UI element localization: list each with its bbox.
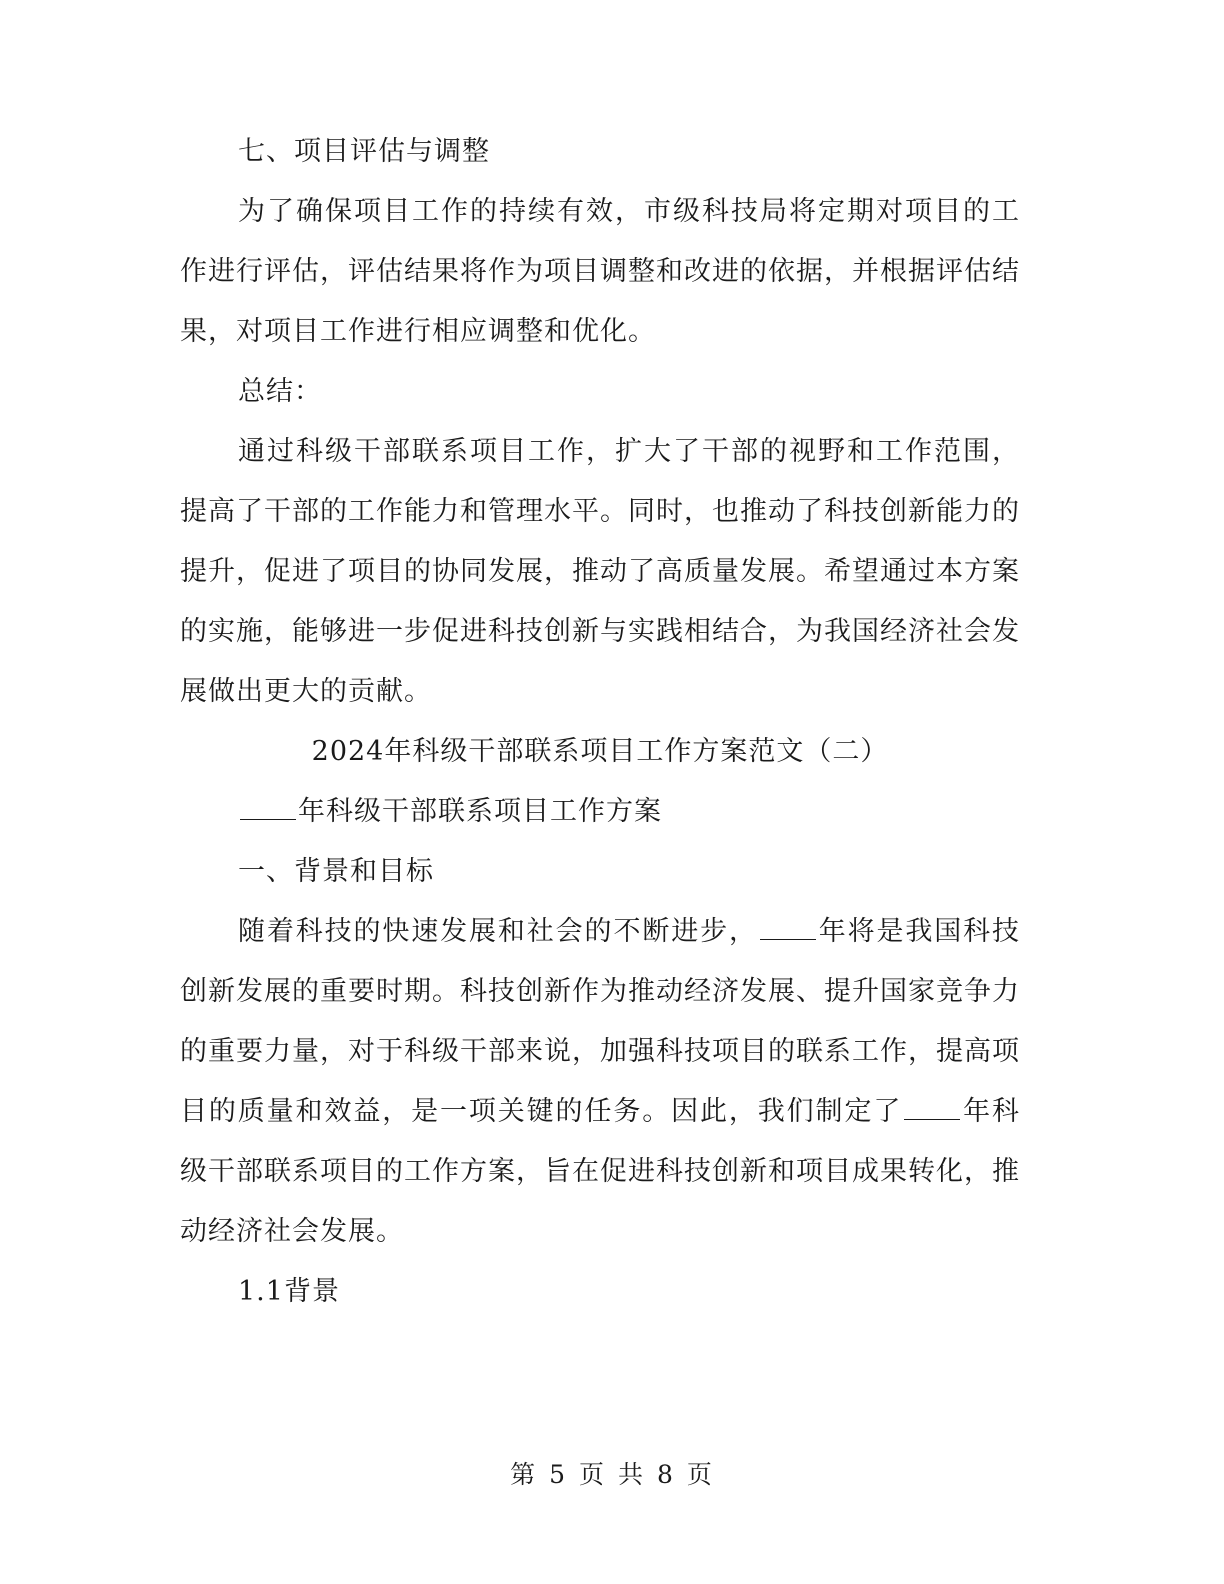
document-2-subtitle [180,782,1020,842]
background-text-a: 随着科技的快速发展和社会的不断进步， [238,916,758,947]
subsection-heading: 1.1背景 [238,1276,340,1307]
summary-paragraph: 通过科级干部联系项目工作，扩大了干部的视野和工作范围，提高了干部的工作能力和管理水平。同时，也推动了科技创新能力的提升，促进了项目的协同发展，推动了高质量发展。希望通过本方案的实施，能够进一步促进科技创新与实践相结合，为我国经济社会发展做出更大的贡献。 [180,436,1020,707]
blank-underline [760,919,816,940]
footer-prefix: 第 [510,1460,538,1489]
background-heading: 一、背景和目标 [238,856,434,887]
footer-total-pages: 8 [657,1460,675,1489]
blank-underline [240,799,296,820]
blank-underline [904,1099,960,1120]
footer-page-label: 页 [578,1460,606,1489]
section-7-paragraph: 为了确保项目工作的持续有效，市级科技局将定期对项目的工作进行评估，评估结果将作为项目调整和改进的依据，并根据评估结果，对项目工作进行相应调整和优化。 [180,196,1020,347]
footer-page-number: 5 [549,1460,567,1489]
section-7-heading: 七、项目评估与调整 [238,136,490,167]
background-text-b: 年将是我国科技创新发展的重要时期。科技创新作为推动经济发展、提升国家竞争力的重要力量，对于科级干部来说，加强科技项目的联系工作，提高项目的质量和效益，是一项关键的任务。因此，我们制定了 [180,916,1021,1127]
document-2-title: 2024年科级干部联系项目工作方案范文（二） [311,736,889,767]
footer-suffix: 页 [686,1460,714,1489]
background-text-c: 年科级干部联系项目的工作方案，旨在促进科技创新和项目成果转化，推动经济社会发展。 [180,1096,1021,1247]
page-footer [0,1455,1224,1491]
summary-heading: 总结： [238,376,322,407]
document-2-subtitle-text: 年科级干部联系项目工作方案 [298,796,662,827]
background-paragraph [180,902,1020,1262]
footer-total-label: 共 [618,1460,646,1489]
document-page [180,122,1020,1322]
